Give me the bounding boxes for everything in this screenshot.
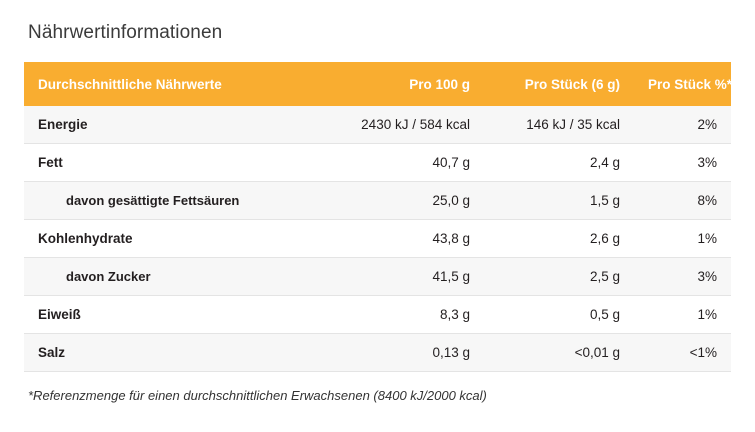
value-per-piece-percent: 2%: [634, 106, 731, 144]
value-per-piece: 2,5 g: [484, 258, 634, 296]
table-body: [24, 106, 731, 372]
value-per-100g: 0,13 g: [324, 334, 484, 372]
column-header-per-piece-percent: Pro Stück %*: [634, 62, 731, 106]
value-per-piece: <0,01 g: [484, 334, 634, 372]
nutrient-label: Salz: [24, 334, 324, 372]
value-per-100g: 2430 kJ / 584 kcal: [324, 106, 484, 144]
table-header: [24, 62, 731, 106]
column-header-nutrient: Durchschnittliche Nährwerte: [24, 62, 324, 106]
value-per-piece-percent: <1%: [634, 334, 731, 372]
value-per-100g: 40,7 g: [324, 144, 484, 182]
value-per-piece-percent: 8%: [634, 182, 731, 220]
value-per-piece: 0,5 g: [484, 296, 634, 334]
table-row: [24, 220, 731, 258]
value-per-piece: 2,4 g: [484, 144, 634, 182]
table-row: [24, 182, 731, 220]
reference-footnote: *Referenzmenge für einen durchschnittlichen Erwachsenen (8400 kJ/2000 kcal): [28, 388, 487, 403]
value-per-piece-percent: 3%: [634, 144, 731, 182]
table-row: [24, 334, 731, 372]
nutrient-label: Fett: [24, 144, 324, 182]
value-per-100g: 41,5 g: [324, 258, 484, 296]
value-per-piece-percent: 3%: [634, 258, 731, 296]
value-per-100g: 43,8 g: [324, 220, 484, 258]
value-per-piece: 1,5 g: [484, 182, 634, 220]
value-per-100g: 25,0 g: [324, 182, 484, 220]
column-header-per-piece: Pro Stück (6 g): [484, 62, 634, 106]
value-per-piece: 2,6 g: [484, 220, 634, 258]
table-row: [24, 106, 731, 144]
nutrient-label: davon gesättigte Fettsäuren: [24, 182, 324, 220]
nutrient-label: davon Zucker: [24, 258, 324, 296]
nutrient-label: Eiweiß: [24, 296, 324, 334]
table-row: [24, 258, 731, 296]
table-row: [24, 296, 731, 334]
nutrition-table: [24, 62, 731, 372]
value-per-piece-percent: 1%: [634, 296, 731, 334]
value-per-100g: 8,3 g: [324, 296, 484, 334]
nutrient-label: Kohlenhydrate: [24, 220, 324, 258]
value-per-piece-percent: 1%: [634, 220, 731, 258]
nutrient-label: Energie: [24, 106, 324, 144]
page-title: Nährwertinformationen: [28, 22, 223, 43]
table-row: [24, 144, 731, 182]
table-header-row: [24, 62, 731, 106]
column-header-per-100g: Pro 100 g: [324, 62, 484, 106]
value-per-piece: 146 kJ / 35 kcal: [484, 106, 634, 144]
